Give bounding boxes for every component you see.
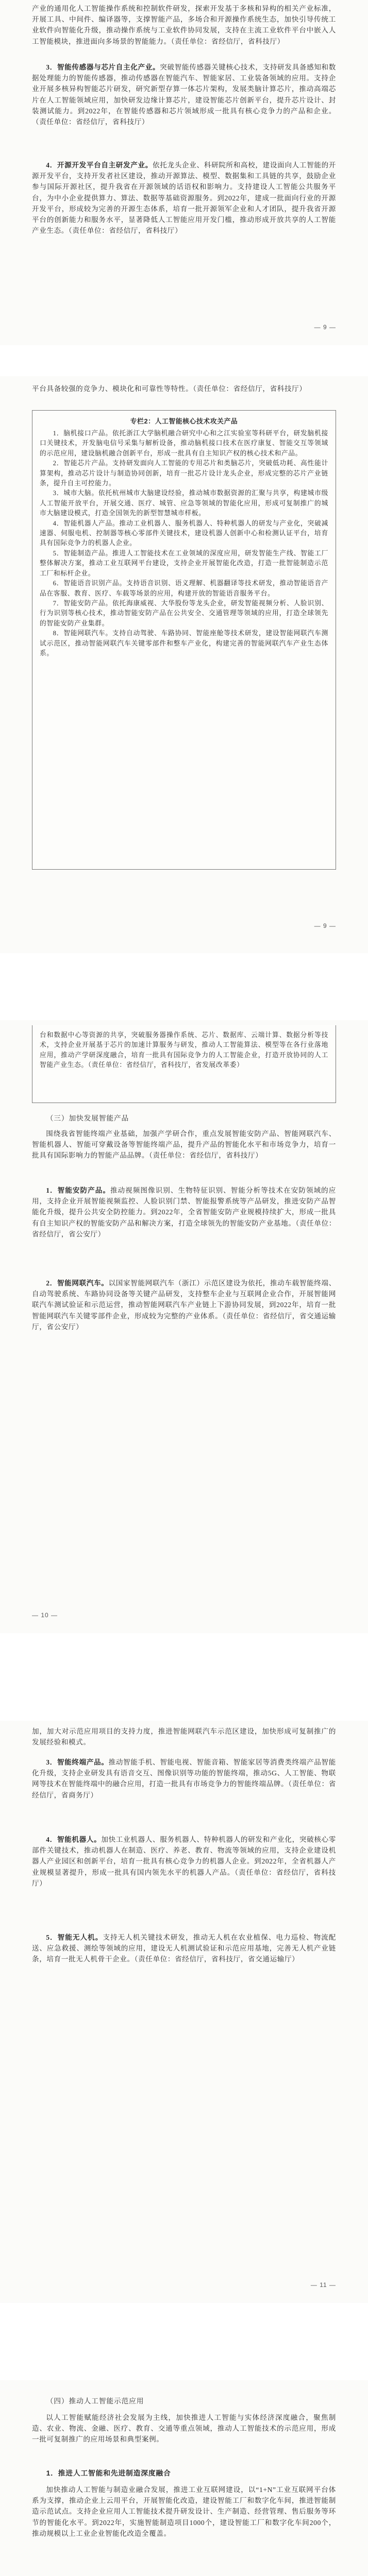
paragraph-platform-features: 平台具备较强的竞争力、模块化和可靠性等特性。（责任单位：省经信厅，省科技厅） [32,385,307,393]
security-heading: 1．智能安防产品。 [46,1187,110,1194]
page-gap [0,2303,368,2380]
paragraph-sensor-chip [32,62,336,127]
feature-box-2 [32,410,336,870]
drone-heading: 5．智能无人机。 [46,1934,103,1941]
document-page-2 [0,376,368,953]
box-item: 8．智能网联汽车。支持自动驾驶、车路协同、智能座舱等技术研发，建设智能网联汽车测试示范区，推动智能网联汽车关键零部件和整车产业化，构建完善的智能网联汽车产业生态体系。 [40,630,328,657]
page-number: — 9 — [314,922,336,929]
box-item: 7．智能安防产品。依托海康威视、大华股份等龙头企业，研发智能视频分析、人脸识别、行为识别等核心技术，推动智能安防产品在公共安全、交通管理等领域的应用，打造全球领先的智能安防产业集群。 [40,599,328,627]
document-page-1 [0,0,368,345]
paragraph-smart-products: 围绕我省智能终端产业基础，加强产学研合作，重点发展智能安防产品、智能网联汽车、智能机器人、智能可穿戴设备等智能终端产品，提升产品的智能化水平和市场竞争力，培育一批具有国际影响力的智能产品品牌。（责任单位：省经信厅，省科技厅） [32,1130,336,1160]
box-item: 1．脑机接口产品。依托浙江大学脑机融合研究中心和之江实验室等科研平台，研发脑机接口关键技术，开发脑电信号采集与解析设备，推动脑机接口技术在医疗康复、智能交互等领域的示范应用，建设脑机融合创新平台，形成一批具有自主知识产权的核心技术和产品。 [40,430,328,457]
page-number: — 9 — [314,324,336,331]
security-body: 推动视频图像识别、生物特征识别、智能分析等技术在安防领域的应用，支持企业开展智能视频监控、人脸识别门禁、智能报警系统等产品研发，推进安防产品智能化升级，提升公共安全防控能力。到2022年，全省智能安防产业规模持续扩大，形成一批具有自主知识产权的智能安防产品和解决方案，打造全球领先的智能安防产业基地。（责任单位：省经信厅，省公安厅） [32,1187,336,1238]
box-continued-text: 台和数据中心等资源的共享，突破服务器操作系统、芯片、数据库、云端计算、数据分析等技术，支持企业开展基于芯片的加速计算服务与研发，推动人工智能算法、模型等在各行业落地应用，推动产学研深度融合，培育一批具有国际竞争力的人工智能企业，打造开放协同的人工智能产业生态。（责任单位：省经信厅，省科技厅，省发展改革委） [40,1031,328,1069]
box-title: 专栏2：人工智能核心技术攻关产品 [130,417,238,425]
box-item: 3．城市大脑。依托杭州城市大脑建设经验，推动城市数据资源的汇聚与共享，构建城市级人工智能开放平台，开展交通、医疗、城管、应急等领域的智能化应用，形成可复制推广的城市大脑建设模式，打造全国领先的新型智慧城市样板。 [40,489,328,517]
drone-body: 支持无人机关键技术研发，推动无人机在农业植保、电力巡检、物流配送、应急救援、测绘等领域的应用，建设无人机测试验证和示范应用基地，完善无人机产业链条，培育一批无人机骨干企业。（责任单位：省经信厅，省科技厅，省交通运输厅） [32,1934,336,1963]
paragraph-ai-manufacturing: 加快推动人工智能与制造业融合发展，推进工业互联网建设，以“1+N”工业互联网平台体系为支撑，推动企业上云用平台，开展智能化改造，建设智能工厂和数字化车间，推进智能制造示范试点。支持企业应用人工智能技术提升研发设计、生产制造、经营管理、售后服务等环节的智能化水平。到2022年，实施智能制造项目1000个，建设智能工厂和数字化车间200个，推动规模以上工业企业智能化改造全覆盖。 [32,2486,336,2537]
paragraph-os-software: 产业的通用化人工智能操作系统和控制软件研发，探索开发基于多核和异构的相关产业标准，开展工具、中间件、编译器等，支撑智能产品，多场合和开源操作系统生态，加快引导传统工业软件向智能化升级，推动操作系统与工业软件协同发展，支持在主流工业软件平台中嵌入人工智能模块，推进面向多场景的智能能力。（责任单位：省经信厅，省科技厅） [32,5,336,45]
subsection-heading: 1．推进人工智能和先进制造深度融合 [46,2469,171,2477]
open-source-body: 依托龙头企业、科研院所和高校，建设面向人工智能的开源开发平台，支持开发者社区建设，推动开源算法、模型、数据集和工具链的共享，鼓励企业参与国际开源社区，提升我省在开源领域的话语权和影响力。支持建设人工智能公共服务平台，为中小企业提供算力、算法、数据等基础资源服务。到2022年，建成一批面向行业的开源开发平台，形成较为完善的开源生态体系，培育一批开源领军企业和人才团队，提升我省开源平台的创新能力和服务水平，显著降低人工智能应用开发门槛，推动形成开放共享的人工智能产业生态。（责任单位：省经信厅，省科技厅） [32,161,337,235]
page-gap [0,1633,368,1721]
box-item: 2．智能芯片产品。支持研发面向人工智能的专用芯片和类脑芯片，突破低功耗、高性能计算架构，推动芯片设计与制造协同创新，培育一批芯片设计龙头企业，形成完整的芯片产业链条，提升自主可控能力。 [40,460,328,487]
page-gap [0,953,368,1020]
sensor-chip-heading: 3．智能传感器与芯片自主化产业。 [46,63,160,71]
terminal-heading: 3．智能终端产品。 [46,1758,109,1766]
page-gap [0,345,368,376]
paragraph-drones [32,1932,336,1965]
sensor-chip-body: 突破智能传感器关键核心技术，支持研发具备感知和数据处理能力的智能传感器，推动传感器在智能汽车、智能家居、工业装备领域的应用。支持企业开展多核异构智能芯片研发，研究新型存算一体芯片架构，发展类脑计算芯片，推动高端芯片在人工智能领域应用，加快研发边缘计算芯片，建设智能芯片创新平台，提升芯片设计、封装测试能力。到2022年，在智能传感器和芯片领域形成一批具有核心竞争力的产品和企业。（责任单位：省经信厅，省科技厅） [32,63,336,126]
paragraph-connected-vehicles [32,1278,336,1332]
vehicle-body: 以国家智能网联汽车（浙江）示范区建设为依托，推动车载智能终端、自动驾驶系统、车路协同设备等关键产品研发，支持整车企业与互联网企业合作，开展智能网联汽车测试验证和示范运营，推动智能网联汽车产业链上下游协同发展，到2022年，培育一批智能网联汽车关键零部件企业，形成较为完整的产业体系。（责任单位：省经信厅，省交通运输厅，省公安厅） [32,1279,336,1331]
box-item: 5．智能制造产品。推进人工智能技术在工业领域的深度应用，研发智能生产线、智能工厂整体解决方案，推动工业互联网平台建设，支持企业开展智能化改造，打造一批智能制造示范工厂和标杆企业。 [40,549,328,577]
paragraph-open-source [32,160,336,236]
page-number: — 10 — [32,1612,58,1619]
document-page-5 [0,2380,368,2576]
robot-heading: 4．智能机器人。 [46,1836,102,1843]
paragraph-smart-terminals [32,1757,336,1801]
document-page-3 [0,1020,368,1633]
robot-body: 加快工业机器人、服务机器人、特种机器人的研发和产业化，突破核心零部件关键技术，推动机器人在制造、医疗、养老、教育、物流等领域的应用，支持企业建设机器人产业园区和创新平台，培育一批具有核心竞争力的机器人企业。到2022年，全省机器人产业规模显著提升，形成一批具有国内领先水平的机器人产品。（责任单位：省经信厅，省科技厅） [32,1836,336,1887]
section-heading: （四）推动人工智能示范应用 [46,2397,144,2405]
paragraph-ai-demo: 以人工智能赋能经济社会发展为主线，加快推进人工智能与实体经济深度融合，聚焦制造、农业、物流、金融、医疗、教育、交通等重点领域，推动人工智能技术的示范应用，形成一批可复制推广的应用场景和典型案例。 [32,2414,336,2444]
feature-box-continued [32,1025,336,1103]
box-item: 6．智能语音识别产品。支持语音识别、语义理解、机器翻译等技术研发，推动智能语音产品在客服、教育、医疗、车载等场景的应用，构建开放的智能语音服务平台。 [40,580,328,597]
vehicle-heading: 2．智能网联汽车。 [46,1279,109,1287]
box-item: 4．智能机器人产品。推动工业机器人、服务机器人、特种机器人的研发与产业化，突破减速器、伺服电机、控制器等核心零部件关键技术，建设机器人创新中心和检测认证平台，培育具有国际竞争力的机器人企业。 [40,519,328,547]
paragraph-smart-security [32,1185,336,1240]
open-source-heading: 4．开源开发平台自主研发产业。 [46,161,153,169]
paragraph-robots [32,1834,336,1889]
paragraph-demo-continued: 加，加大对示范应用项目的支持力度，推进智能网联汽车示范区建设，加快形成可复制推广的发展经验和模式。 [32,1727,336,1747]
document-page-4 [0,1721,368,2303]
section-heading: （三）加快发展智能产品 [46,1114,129,1122]
terminal-body: 推动智能手机、智能电视、智能音箱、智能家居等消费类终端产品智能化升级，支持企业研发具有语音交互、图像识别等功能的智能终端，推动5G、人工智能、物联网等技术在智能终端中的融合应用，打造一批具有市场竞争力的智能终端品牌。（责任单位：省经信厅，省商务厅） [32,1758,336,1799]
page-number: — 11 — [310,2281,336,2289]
